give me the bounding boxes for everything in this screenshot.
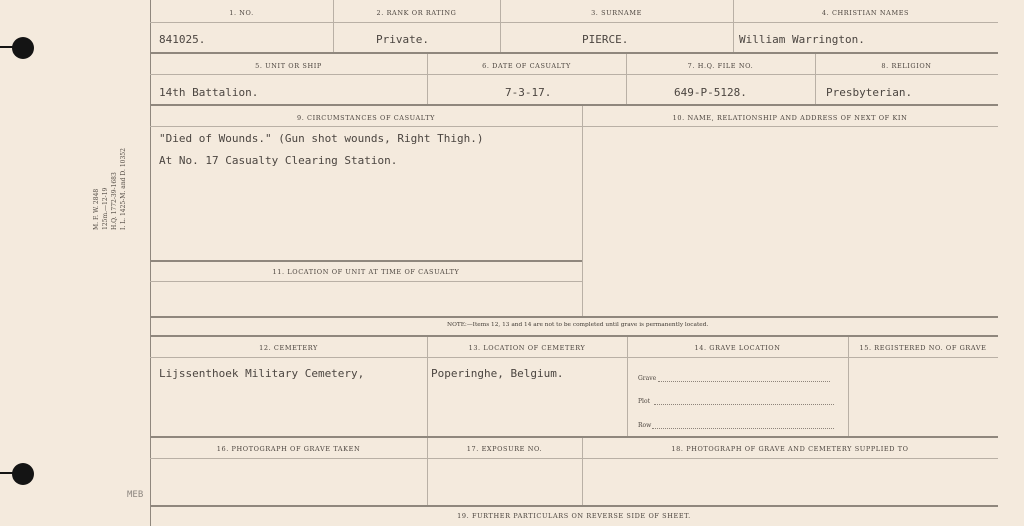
header-religion: 8. RELIGION — [881, 62, 932, 70]
side-print-line: M. F. W. 2848 — [93, 188, 100, 230]
plot-label: Plot — [638, 398, 650, 405]
header-registered-no: 15. REGISTERED NO. OF GRAVE — [859, 344, 987, 352]
rule — [150, 357, 998, 358]
value-circumstances-line1: "Died of Wounds." (Gun shot wounds, Right Thigh.) — [159, 132, 484, 145]
value-religion: Presbyterian. — [826, 86, 913, 99]
rule — [150, 74, 998, 75]
value-location-of-cemetery: Poperinghe, Belgium. — [431, 367, 564, 380]
header-photograph-supplied: 18. PHOTOGRAPH OF GRAVE AND CEMETERY SUPPLIED TO — [671, 445, 909, 453]
header-location-of-unit: 11. LOCATION OF UNIT AT TIME OF CASUALTY — [272, 268, 460, 276]
plot-dotted-line — [654, 404, 834, 405]
header-rank: 2. RANK OR RATING — [376, 9, 457, 17]
value-no: 841025. — [159, 33, 206, 46]
header-grave-location: 14. GRAVE LOCATION — [694, 344, 781, 352]
header-date: 6. DATE OF CASUALTY — [482, 62, 571, 70]
rule — [150, 335, 998, 337]
value-cemetery: Lijssenthoek Military Cemetery, — [159, 367, 365, 380]
grave-label: Grave — [638, 375, 657, 382]
note-text: NOTE:—Items 12, 13 and 14 are not to be completed until grave is permanently located. — [447, 322, 709, 328]
side-print-line: 125m.—12-19 — [102, 187, 109, 230]
binder-ring-bottom — [0, 472, 18, 474]
rule — [150, 281, 582, 282]
header-surname: 3. SURNAME — [591, 9, 642, 17]
rule — [150, 505, 998, 507]
rule — [733, 0, 734, 52]
side-print-line: H.Q. 1772-39-1683 — [111, 172, 118, 230]
rule — [150, 458, 998, 459]
rule — [150, 316, 998, 318]
header-photograph-taken: 16. PHOTOGRAPH OF GRAVE TAKEN — [216, 445, 361, 453]
header-unit: 5. UNIT OR SHIP — [255, 62, 322, 70]
rule — [150, 104, 998, 106]
rule — [150, 260, 582, 262]
value-date: 7-3-17. — [505, 86, 552, 99]
stamp-initials: MEB — [127, 490, 144, 500]
binder-ring-top — [0, 46, 18, 48]
value-christian-names: William Warrington. — [739, 33, 865, 46]
binder-hole-top — [12, 37, 34, 59]
rule — [150, 22, 998, 23]
value-hq-file: 649-P-5128. — [674, 86, 747, 99]
binder-hole-bottom — [12, 463, 34, 485]
header-next-of-kin: 10. NAME, RELATIONSHIP AND ADDRESS OF NEXT OF KIN — [672, 114, 908, 122]
header-christian-names: 4. CHRISTIAN NAMES — [821, 9, 910, 17]
rule — [500, 0, 501, 52]
header-cemetery: 12. CEMETERY — [259, 344, 318, 352]
value-surname: PIERCE. — [582, 33, 629, 46]
header-no: 1. NO. — [229, 9, 254, 17]
value-circumstances-line2: At No. 17 Casualty Clearing Station. — [159, 154, 398, 167]
rule — [582, 106, 583, 316]
rule — [150, 436, 998, 438]
row-dotted-line — [652, 428, 834, 429]
header-hq-file: 7. H.Q. FILE NO. — [687, 62, 754, 70]
value-rank: Private. — [376, 33, 429, 46]
footer-further-particulars: 19. FURTHER PARTICULARS ON REVERSE SIDE OF SHEET. — [457, 512, 691, 520]
row-label: Row — [638, 422, 652, 429]
grave-dotted-line — [658, 381, 830, 382]
header-exposure-no: 17. EXPOSURE NO. — [466, 445, 543, 453]
rule — [150, 52, 998, 54]
header-circumstances: 9. CIRCUMSTANCES OF CASUALTY — [296, 114, 436, 122]
value-unit: 14th Battalion. — [159, 86, 259, 99]
rule — [150, 126, 998, 127]
rule — [333, 0, 334, 52]
side-print-line: I. L. 1425-M. and D. 10352 — [120, 148, 127, 230]
header-location-of-cemetery: 13. LOCATION OF CEMETERY — [468, 344, 586, 352]
